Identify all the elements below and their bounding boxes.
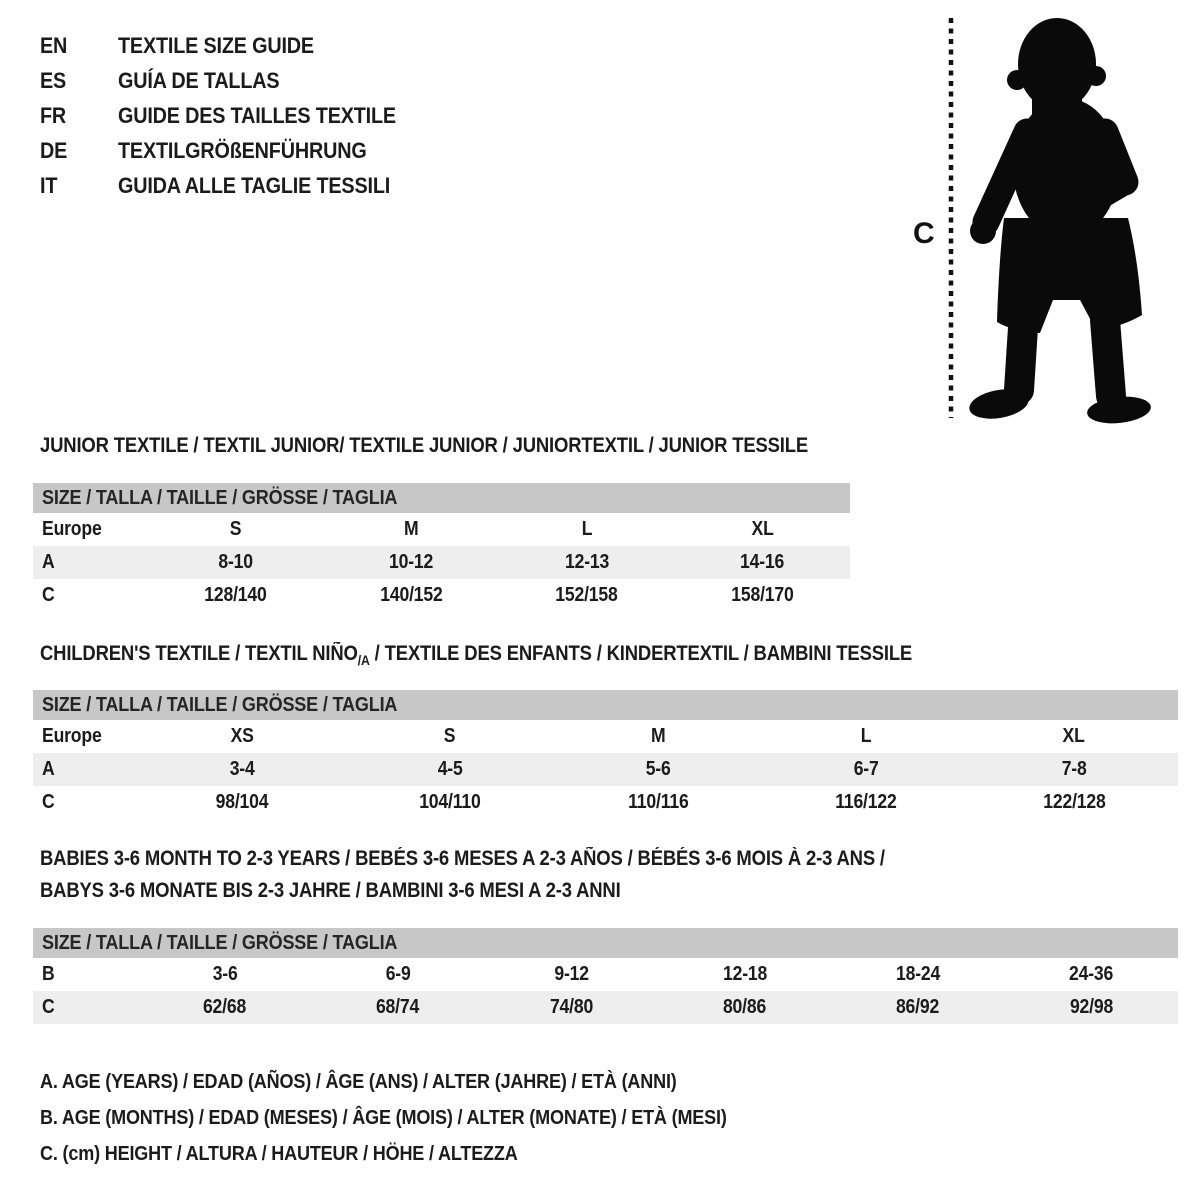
table-cell: 6-7 [853, 758, 879, 780]
babies-section-title-line1: BABIES 3-6 MONTH TO 2-3 YEARS / BEBÉS 3-6 MESES A 2-3 AÑOS / BÉBÉS 3-6 MOIS À 2-3 ANS / [40, 847, 885, 870]
height-label: C [913, 217, 935, 250]
table-cell: M [650, 725, 666, 747]
language-code: EN [40, 32, 68, 58]
table-cell: 4-5 [437, 758, 463, 780]
size-header-bar: SIZE / TALLA / TAILLE / GRÖSSE / TAGLIA [33, 928, 1178, 958]
language-code: FR [40, 102, 67, 128]
table-cell: 62/68 [203, 996, 247, 1018]
row-label: C [42, 996, 55, 1018]
table-cell: 9-12 [554, 963, 589, 985]
language-title: GUIDE DES TAILLES TEXTILE [118, 102, 396, 128]
row-label: Europe [42, 725, 102, 747]
table-cell: XL [751, 518, 774, 540]
language-code: DE [40, 137, 68, 163]
children-title-pre: CHILDREN'S TEXTILE / TEXTIL NIÑO [40, 642, 358, 665]
table-cell: 12-18 [722, 963, 767, 985]
table-cell: 12-13 [564, 551, 609, 573]
row-label: Europe [42, 518, 102, 540]
language-title: TEXTILE SIZE GUIDE [118, 32, 314, 58]
baby-height-figure [900, 0, 1200, 430]
table-cell: 3-4 [229, 758, 255, 780]
size-header-bar: SIZE / TALLA / TAILLE / GRÖSSE / TAGLIA [33, 483, 850, 513]
row-label: A [42, 551, 55, 573]
table-row-age [33, 753, 1178, 786]
note-height-cm: C. (cm) HEIGHT / ALTURA / HAUTEUR / HÖHE / ALTEZZA [40, 1142, 518, 1165]
table-cell: 10-12 [389, 551, 434, 573]
table-cell: 5-6 [645, 758, 671, 780]
table-cell: 104/110 [419, 791, 481, 813]
junior-size-table [33, 483, 850, 612]
table-cell: 110/116 [627, 791, 689, 813]
table-cell: 116/122 [835, 791, 897, 813]
table-cell: XL [1062, 725, 1086, 747]
table-cell: 86/92 [896, 996, 940, 1018]
table-cell: XS [230, 725, 254, 747]
table-cell: 74/80 [549, 996, 593, 1018]
table-row-europe [33, 513, 850, 546]
row-label: C [42, 584, 55, 606]
row-label: A [42, 758, 55, 780]
language-row-de [40, 133, 434, 168]
table-row-height [33, 786, 1178, 819]
language-row-en [40, 28, 434, 63]
table-cell: 152/158 [555, 584, 618, 606]
children-section-title [40, 642, 1031, 667]
note-age-months: B. AGE (MONTHS) / EDAD (MESES) / ÂGE (MOIS) / ALTER (MONATE) / ETÀ (MESI) [40, 1106, 727, 1129]
table-row-height [33, 579, 850, 612]
babies-section-title-line2: BABYS 3-6 MONATE BIS 2-3 JAHRE / BAMBINI 3-6 MESI A 2-3 ANNI [40, 879, 621, 902]
junior-section-title: JUNIOR TEXTILE / TEXTIL JUNIOR/ TEXTILE JUNIOR / JUNIORTEXTIL / JUNIOR TESSILE [40, 434, 809, 457]
table-cell: 98/104 [215, 791, 269, 813]
table-row-europe [33, 720, 1178, 753]
language-code: IT [40, 172, 58, 198]
children-title-post: / TEXTILE DES ENFANTS / KINDERTEXTIL / BAMBINI TESSILE [369, 642, 913, 665]
table-cell: L [581, 518, 593, 540]
children-size-table [33, 690, 1178, 819]
language-row-it [40, 168, 434, 203]
table-row-age [33, 546, 850, 579]
language-title: GUÍA DE TALLAS [118, 67, 280, 93]
table-row-months [33, 958, 1178, 991]
note-age-years: A. AGE (YEARS) / EDAD (AÑOS) / ÂGE (ANS) / ALTER (JAHRE) / ETÀ (ANNI) [40, 1070, 677, 1093]
legend-notes [40, 1064, 820, 1172]
children-title-sub: /A [357, 652, 370, 668]
table-cell: 8-10 [218, 551, 254, 573]
table-cell: 14-16 [740, 551, 785, 573]
language-title-list [40, 28, 434, 203]
table-cell: 80/86 [723, 996, 767, 1018]
table-cell: 158/170 [731, 584, 794, 606]
table-cell: L [860, 725, 872, 747]
language-title: TEXTILGRÖßENFÜHRUNG [118, 137, 367, 163]
table-cell: 18-24 [895, 963, 941, 985]
language-row-fr [40, 98, 434, 133]
table-cell: 7-8 [1061, 758, 1087, 780]
language-code: ES [40, 67, 67, 93]
table-cell: 140/152 [380, 584, 443, 606]
table-cell: 68/74 [376, 996, 420, 1018]
table-cell: 6-9 [385, 963, 411, 985]
language-title: GUIDA ALLE TAGLIE TESSILI [118, 172, 391, 198]
babies-size-table [33, 928, 1178, 1024]
table-cell: 3-6 [212, 963, 238, 985]
table-cell: 92/98 [1069, 996, 1113, 1018]
row-label: B [42, 963, 55, 985]
baby-silhouette-icon [967, 18, 1152, 426]
language-row-es [40, 63, 434, 98]
table-cell: 122/128 [1042, 791, 1106, 813]
table-cell: 128/140 [204, 584, 267, 606]
table-cell: 24-36 [1069, 963, 1114, 985]
table-cell: S [444, 725, 456, 747]
table-cell: S [229, 518, 242, 540]
row-label: C [42, 791, 55, 813]
size-header-bar: SIZE / TALLA / TAILLE / GRÖSSE / TAGLIA [33, 690, 1178, 720]
table-row-height [33, 991, 1178, 1024]
table-cell: M [404, 518, 419, 540]
